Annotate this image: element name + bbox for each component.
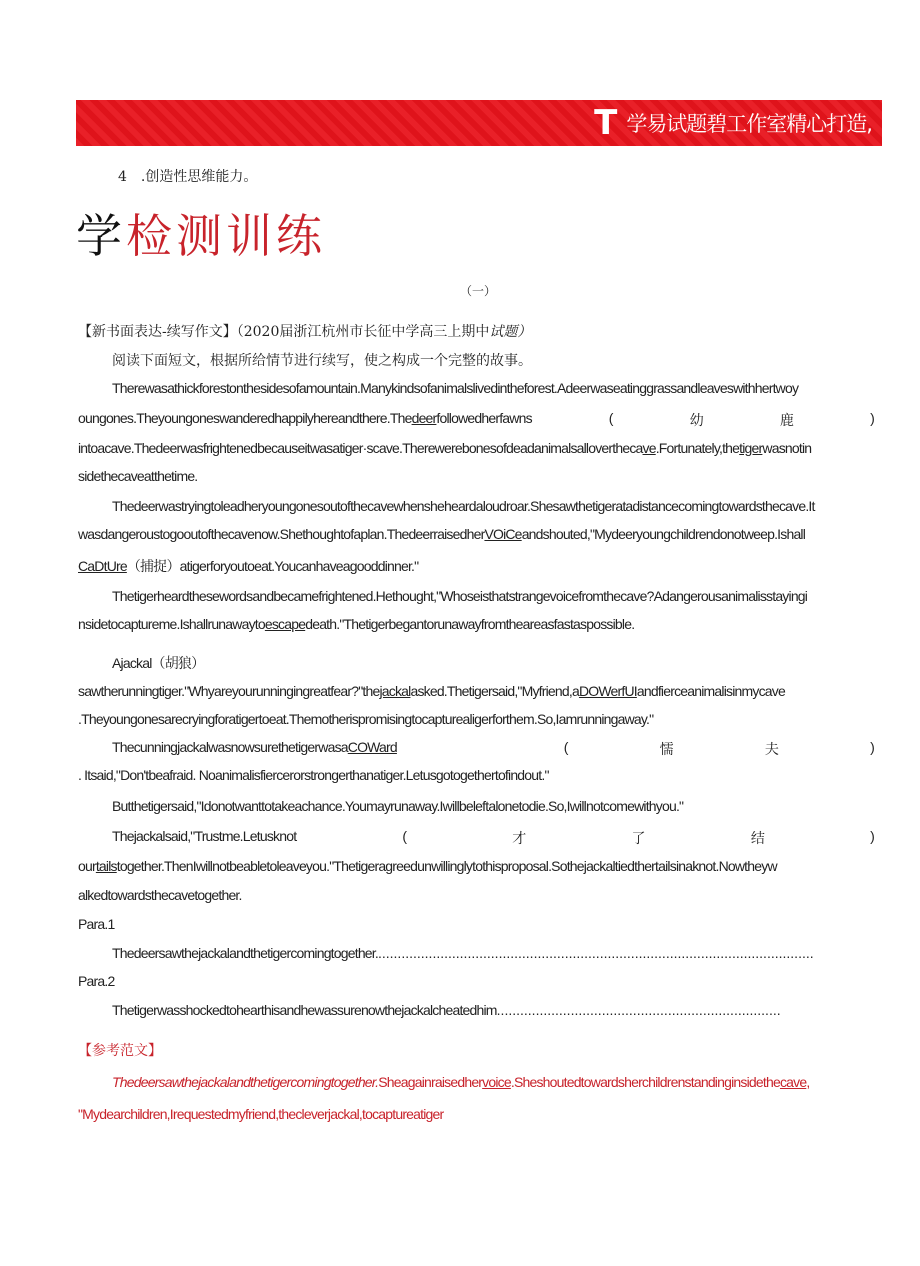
story-line: Therewasathickforestonthesidesofamountain.Manykindsofanimalslivedintheforest.Adeerwaseatinggrassandleaveswithhertwoy xyxy=(112,380,799,396)
story-line xyxy=(78,556,418,576)
gloss-bracket: ) xyxy=(870,739,874,755)
story-line xyxy=(78,410,874,430)
story-text: asked.Thetigersaid,"Myfriend,a xyxy=(410,683,579,699)
gloss-bracket: ) xyxy=(870,410,874,426)
story-line: Butthetigersaid,"Idonotwanttotakeachance.Youmayrunaway.Iwillbeleftalonetodie.So,Iwillnotcomewithyou." xyxy=(112,798,684,814)
story-text: death."Thetigerbegantorunawayfromtheareasfastaspossible. xyxy=(305,616,635,632)
underlined-word: tiger xyxy=(739,440,763,456)
reference-italic-text: Thedeersawthejackalandthetigercomingtogether. xyxy=(112,1074,379,1090)
reference-line: "Mydearchildren,Irequestedmyfriend,thecleverjackal,tocaptureatiger xyxy=(78,1106,444,1122)
story-line xyxy=(78,526,805,542)
story-text: wasnotin xyxy=(762,440,812,456)
story-line: Thetigerheardthesewordsandbecamefrightened.Hethought,"Whoseisthatstrangevoicefromthecave?Adangerousanimalisstayingi xyxy=(112,588,808,604)
gloss-char: 幼 xyxy=(689,412,703,428)
reference-label: 【参考范文】 xyxy=(78,1043,162,1059)
story-line: . Itsaid,"Don'tbeafraid. Noanimalisfiercerorstrongerthanatiger.Letusgotogethertofindout." xyxy=(78,767,549,783)
reference-line xyxy=(112,1074,809,1090)
answer-blank: ................................................................................................................ xyxy=(377,945,814,961)
task-instruction: 阅读下面短文，根据所给情节进行续写，使之构成一个完整的故事。 xyxy=(112,353,532,369)
story-line: Ajackal（胡狼） xyxy=(112,655,205,671)
gloss-bracket: ( xyxy=(608,410,613,426)
section-title xyxy=(76,206,326,266)
goal-item-4 xyxy=(118,166,257,186)
reference-text: Sheagainraisedher xyxy=(378,1074,483,1090)
task-source-italic: 试题） xyxy=(489,324,532,340)
gloss-char: 懦 xyxy=(659,741,673,757)
story-line xyxy=(78,858,777,874)
story-text: wasdangeroustogooutofthecavenow.Shethoughtofaplan.Thedeerraisedher xyxy=(78,526,485,542)
story-line: Thedeerwastryingtoleadheryoungonesoutofthecavewhensheheardaloudroar.Shesawthetigeratadistancecomingtowardsthecave.It xyxy=(112,498,815,514)
story-text: andfierceanimalisinmycave xyxy=(636,683,785,699)
story-text: Thecunningjackalwasnowsurethetigerwasa xyxy=(112,739,348,755)
reference-text: , xyxy=(806,1074,810,1090)
underlined-word: COWard xyxy=(347,739,397,755)
story-line-segment xyxy=(112,739,472,759)
story-text: Thejackalsaid,"Trustme.Letusknot xyxy=(112,828,297,844)
para2-prompt xyxy=(112,1002,781,1018)
para2-label: Para.2 xyxy=(78,973,115,989)
goal-item-text: .创造性思维能力。 xyxy=(140,169,258,185)
story-text: · xyxy=(362,440,367,456)
answer-blank: ......................................................................... xyxy=(496,1002,781,1018)
reference-text: .Sheshoutedtowardsherchildrenstandinginsidethe xyxy=(510,1074,780,1090)
para1-label: Para.1 xyxy=(78,916,115,932)
prompt-text: Thetigerwasshockedtohearthisandhewassurenowthejackalcheatedhim xyxy=(112,1002,497,1018)
banner-logo-letter: T xyxy=(594,103,617,143)
banner-text xyxy=(594,103,872,143)
gloss-char: 才 xyxy=(512,830,526,846)
underlined-word: tails xyxy=(95,858,117,874)
underlined-word: jackal xyxy=(379,683,411,699)
gloss-char: 鹿 xyxy=(779,412,794,428)
underlined-word: DOWerfUI xyxy=(578,683,637,699)
task-source-bracket: 【新书面表达-续写作文】 xyxy=(78,324,237,340)
story-line: alkedtowardsthecavetogether. xyxy=(78,887,242,903)
underlined-word: CaDtUre xyxy=(78,558,127,574)
gloss-bracket: ( xyxy=(402,828,407,844)
story-text: andshouted,"Mydeeryoungchildrendonotweep.Ishall xyxy=(521,526,806,542)
story-text: atigerforyoutoeat.Youcanhaveagooddinner." xyxy=(179,558,419,574)
story-text: our xyxy=(78,858,96,874)
gloss-char: 了 xyxy=(631,830,645,846)
story-line xyxy=(78,616,634,632)
gloss-bracket: ( xyxy=(563,739,568,755)
header-banner xyxy=(76,100,882,146)
gloss-char: 夫 xyxy=(764,741,779,757)
section-title-rest: 检测训练 xyxy=(126,209,326,263)
story-text: oungones.Theyoungoneswanderedhappilyhereandthere.The xyxy=(78,410,412,426)
gloss-bracket: ) xyxy=(870,828,874,844)
underlined-word: voice xyxy=(482,1074,511,1090)
story-text: .Fortunately,the xyxy=(655,440,740,456)
para1-prompt xyxy=(112,945,814,961)
story-line xyxy=(112,739,874,759)
story-text: followedherfawns xyxy=(436,410,532,426)
underlined-word: ve xyxy=(642,440,656,456)
underlined-word: escape xyxy=(264,616,306,632)
story-line xyxy=(112,828,874,848)
story-line-segment xyxy=(78,410,532,430)
story-line: sidethecaveatthetime. xyxy=(78,468,198,484)
gloss: （捕捉） xyxy=(126,558,180,574)
goal-item-number: 4 xyxy=(118,169,127,185)
story-line xyxy=(78,683,785,699)
banner-caption: 学易试题碧工作室精心打造, xyxy=(626,112,872,136)
story-text: together.ThenIwillnotbeabletoleaveyou."Thetigeragreedunwillinglytothisproposal.Sothejackaltiedthertailsinaknot.Nowtheyw xyxy=(116,858,777,874)
story-text: intoacave.Thedeerwasfrightenedbecauseitwasatiger xyxy=(78,440,363,456)
prompt-text: Thedeersawthejackalandthetigercomingtogether. xyxy=(112,945,378,961)
section-title-first-char: 学 xyxy=(76,209,126,263)
task-source-text: （2020届浙江杭州市长征中学高三上期中 xyxy=(236,324,490,340)
underlined-word: deer xyxy=(411,410,437,426)
task-source xyxy=(78,321,531,341)
story-text: scave.Therewerebonesofdeadanimalsallovertheca xyxy=(366,440,643,456)
story-text: nsidetocaptureme.Ishallrunawayto xyxy=(78,616,265,632)
story-line: .Theyoungonesarecryingforatigertoeat.Themotherispromisingtocapturealigerforthem.So,Iamrunningaway." xyxy=(78,711,654,727)
underlined-word: VOiCe xyxy=(484,526,522,542)
gloss-char: 结 xyxy=(750,830,765,846)
story-line xyxy=(78,440,811,456)
story-text: sawtherunningtiger."Whyareyourunningingreatfear?"the xyxy=(78,683,380,699)
underlined-word: cave xyxy=(779,1074,807,1090)
section-subtitle: （一） xyxy=(460,284,497,298)
